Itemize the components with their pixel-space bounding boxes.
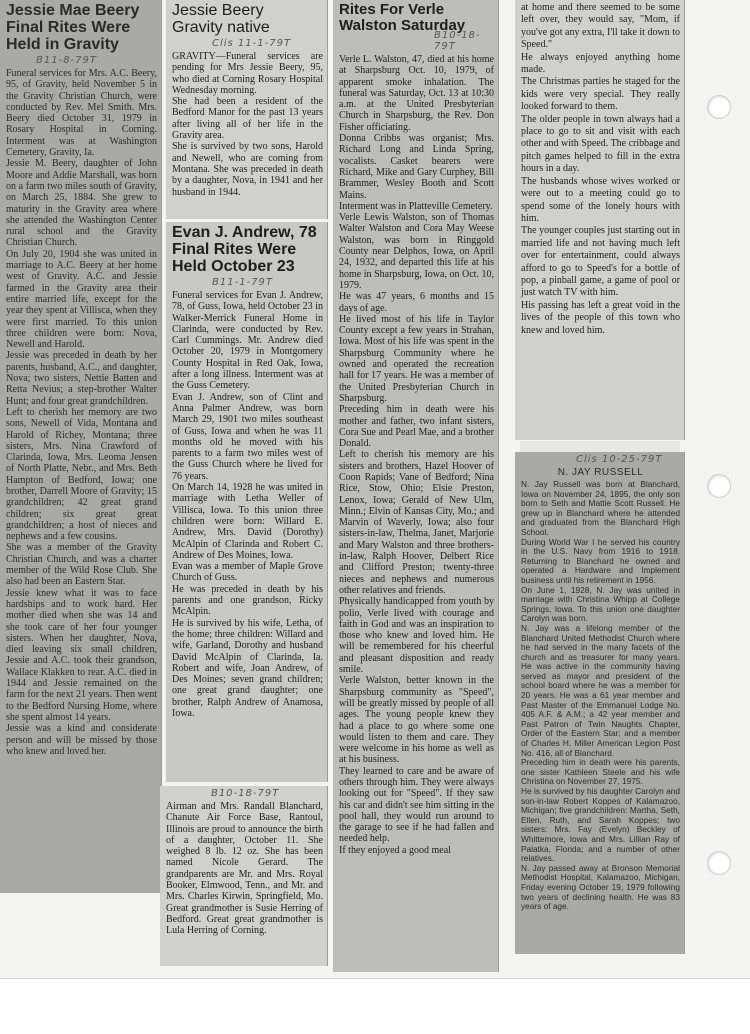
clipping-text: Funeral services for Evan J. Andrew, 78, of Guss, Iowa, held October 23 in Walker-Merrick Funeral Home in Clarinda, were conducted by Rev. Carl Cummings. Mr. Andrew died October 20, 1979 in Montgomery County Hospital in Red Oak, Iowa, after a long illness. Interment was at the Guss Cemetery. Evan J. Andrew, son of Clint and Anna Palmer Andrew, was born March 29, 1901 two miles southeast of Guss, Iowa and when he was 11 months old he moved with his parents to a farm two miles west of the Guss Church where he lived for 76 years. On March 14, 1928 he was united in marriage with Letha Weller of Villisca, Iowa. To this union three children were born: Willard E. Andrew, Mrs. David (Dorothy) McAlpin of Clarinda and Robert C. Andrew of Des Moines, Iowa. Evan was a member of Maple Grove Church of Guss. He was preceded in death by his parents and one grandson, Ricky McAlpin. He is survived by his wife, Letha, of the home; three children: Willard and wife, Garland, Dorothy and husband David McAlpin of Clarinda, Ia. Robert and wife, Joan Andrew, of Des Moines; seven grand children; one great grand daughter; one brother, Ralph Andrew of Anamosa, Iowa. — [172, 290, 323, 719]
clipping-beery-native — [166, 0, 328, 219]
clipping-text: N. Jay Russell was born at Blanchard, Iowa on November 24, 1895, the only son born to Seth and Mattie Scott Russell. He grew up in Blanchard where he attended and graduated from the Blanchard High School. During World War I he served his country in the U.S. Navy from 1916 to 1918. Returning to Blanchard he owned and operated a Hardware and Implement business until his retirement in 1956. On June 1, 1928, N. Jay was united in marriage with Christina Whipp at College Springs, Iowa. To this union one daughter Carolyn was born. N. Jay was a lifelong member of the Blanchard United Methodist Church where he had served in the many facets of the church and as treasurer for many years. He was active in the community having served as mayor and president of the school board where he was a member for 20 years. He was a 61 year member and Past Master of the Emmanuel Lodge No. 405 A.F. & A.M.; a 42 year member and Past Patron of Twin Naughts Chapter, Order of the Eastern Star; and a member of Charles H. Miller American Legion Post No. 416, all of Blanchard. Preceding him in death were his parents, one sister Kathleen Steele and his wife Christina on November 27, 1975. He is survived by his daughter Carolyn and son-in-law Robert Koppes of Kalamazoo, Michigan; five grandchildren: Martha, Seth, Ellen, Ruth, and Sarah Koppes; two sisters: Mrs. Fay (Evelyn) Beckley of Whittemore, Iowa and Mrs. Lillian Ray of Palatka, Florida; and a number of other relatives. N. Jay passed away at Bronson Memorial Methodist Hospital, Kalamazoo, Michigan, Friday evening October 19, 1979 following two years of declining health. He was 83 years of age. — [521, 479, 680, 912]
clipping-headline: Jessie Beery Gravity native — [172, 2, 270, 36]
handwritten-date: Clis 10-25-79T — [576, 454, 663, 465]
clipping-birth-announcement — [160, 786, 328, 966]
handwritten-date: B11-1-79T — [212, 277, 273, 288]
clipping-text: GRAVITY—Funeral services are pending for Mrs Jessie Beery, 95, who died at Corning Rosary Hospital Wednesday morning. She had been a resident of the Bedford Manor for the past 13 years after living all of her life in the Gravity area. She is survived by two sons, Harold and Newell, who are coming from Montana. She was preceded in death by a daughter, Nova, in 1941 and her husband in 1944. — [172, 51, 323, 198]
punch-hole-middle — [707, 474, 731, 498]
clipping-text: Airman and Mrs. Randall Blanchard, Chanute Air Force Base, Rantoul, Illinois are proud to announce the birth of a daughter, October 11. She weighed 8 lb. 12 oz. She has been named Nicole Gerard. The grandparents are Mr. and Mrs. Royal Booker, Elmwood, Tenn., and Mr. and Mrs. Charles Kirwin, Springfield, Mo. Great grandmother is Susie Herring of Bedford. Great great grandmother is Lula Herring of Corning. — [166, 801, 323, 937]
handwritten-date: B10-18-79T — [211, 788, 280, 799]
clipping-body — [6, 68, 157, 757]
clipping-headline: Evan J. Andrew, 78 Final Rites Were Held October 23 — [172, 224, 317, 275]
clipping-walston-obituary — [333, 0, 499, 972]
punch-hole-bottom — [707, 851, 731, 875]
clipping-text: at home and there seemed to be some left over, they would say, "Mom, if you've got any extra, I'll take it down to Speed." He always enjoyed anything home made. The Christmas parties he staged for the kids were very special. They really looked forward to them. The older people in town always had a place to go to sit and visit with each other and with Speed. The cribbage and pitch games helped to fill in the extra hours in a day. The husbands whose wives worked or were out to a meeting could go to spend some of the lonely hours with him. The younger couples just starting out in married life and not having much left over for entertainment, could always afford to go to Speed's for a bottle of pop, a pinball game, a game of pool or just watch TV with him. His passing has left a great void in the lives of the people of this town who knew and loved him. — [521, 2, 680, 336]
clipping-walston-continued — [515, 0, 685, 440]
clipping-russell-obituary — [515, 452, 685, 954]
clipping-text: Funeral services for Mrs. A.C. Beery, 95, of Gravity, held November 5 in the Gravity Christian Church, were conducted by Rev. Mel Smith. Mrs. Beery died October 31, 1979 in Rosary Hospital in Corning. Interment was at Washington Cemetery, Gravity, Ia. Jessie M. Beery, daughter of John Moore and Addie Marshall, was born on a farm two miles south of Gravity, on March 25, 1884. She grew to maturity in the Gravity area where she attended the Washington Center rural school and the Gravity Christian Church. On July 20, 1904 she was united in marriage to A.C. Beery at her home west of Gravity. A.C. and Jessie farmed in the Gravity area their entire married life, except for the year they spent at Villisca, when they were first married. To this union three children were born: Nova, Newell and Harold. Jessie was preceded in death by her parents, husband, A.C., and daughter, Nova; two sisters, Nettie Batten and Retta Nevius; a step-brother Walter Hunt; and four great grandchildren. Left to cherish her memory are two sons, Newell of Vida, Montana and Harold of Richey, Montana; three sisters, Mrs. Nina Crawford of Clarinda, Iowa, Mrs. Leoma Jensen of North Platte, Nebr., and Mrs. Beth Hampton of Bedford, Iowa; one brother, Darrell Moore of Gravity; 15 grandchildren; 42 great grand children; six great great grandchildren; a host of nieces and nephews and a few cousins. She was a member of the Gravity Christian Church, and was a charter member of the Wild Rose Club. She also had been an Eastern Star. Jessie knew what it was to face hardships and to work hard. Her mother died when she was 14 and she took care of her four younger sisters. When her daughter, Nova, died leaving six small children, Jessie and A.C. took their grandson, Wallace Klakken to rear. A.C. died in 1944 and Jessie remained on the farm for the next 21 years. Then went to the Bedford Nursing Home, where she spent almost 14 years. Jessie was a kind and considerate person and will be missed by those who knew and loved her. — [6, 68, 157, 757]
handwritten-date: Clis 11-1-79T — [212, 38, 292, 49]
clipping-beery-obituary — [0, 0, 162, 893]
handwritten-date: B11-8-79T — [36, 55, 97, 66]
clipping-andrew-obituary — [166, 222, 328, 782]
paper-margin — [0, 978, 750, 1034]
punch-hole-top — [707, 95, 731, 119]
clipping-headline: Jessie Mae Beery Final Rites Were Held in Gravity — [6, 2, 140, 53]
clipping-headline: N. JAY RUSSELL — [557, 467, 644, 478]
clipping-headline: Rites For Verle Walston Saturday — [339, 1, 466, 34]
clipping-text: Verle L. Walston, 47, died at his home at Sharpsburg Oct. 10, 1979, of apparent smoke inhalation. The funeral was Saturday, Oct. 13 at 10:30 a.m. at the United Presbyterian Church in Sharpsburg, the Rev. Don Fisher officiating. Donna Cribbs was organist; Mrs. Richard Long and Linda Spring, vocalists. Casket bearers were Richard, Mike and Gary Curphey, Bill Brammer, Wesley Booth and Scott Mains. Interment was in Platteville Cemetery. Verle Lewis Walston, son of Thomas Walter Walston and Cora May Weese Walston, was born in Ringgold County near Delphos, Iowa, on April 24, 1932, and departed this life at his home in Sharpsburg, Iowa, on Oct. 10, 1979. He was 47 years, 6 months and 15 days of age. He lived most of his life in Taylor County except a few years in Strahan, Iowa. Most of his life was spent in the Sharpsburg Community where he owned and operated the recreation hall for 17 years. He was a member of the United Presbyterian Church in Sharpsburg. Preceding him in death were his mother and father, two infant sisters, Cora Sue and Pearl Mae, and a brother Donald. Left to cherish his memory are his sisters and brothers, Hazel Hoover of Coon Rapids; Vane of Bedford; Nina Rice, Stow, Ohio; Elsie Preston, Lenox, Iowa; Gerald of New Ulm, Minn.; Elvin of Kansas City, Mo.; and Marvin of Waverly, Iowa; also four sisters-in-law, Thelma, Janet, Marjorie and Mary Walston and three brothers-in-law, Ralph Hoover, Delbert Rice and Clifford Preston; twenty-three nieces and nephews and numerous other relatives and friends. Physically handicapped from youth by polio, Verle lived with courage and faith in God and was an inspiration to those who knew and loved him. He will be remembered for his cheerful and pleasant disposition and ready smile. Verle Walston, better known in the Sharpsburg community as "Speed", will be greatly missed by people of all ages. The young people knew they had a place to go where some one would listen to them and care. They were welcome in his home as well as at his business. They learned to care and be aware of others through him. They were always looking out for "Speed". If they saw his car and didn't see him sitting in the pool hall, they would run around to the garage to see if he had fallen and needed help. If they enjoyed a good meal — [339, 54, 494, 856]
handwritten-date: B10-18-79T — [434, 30, 481, 52]
